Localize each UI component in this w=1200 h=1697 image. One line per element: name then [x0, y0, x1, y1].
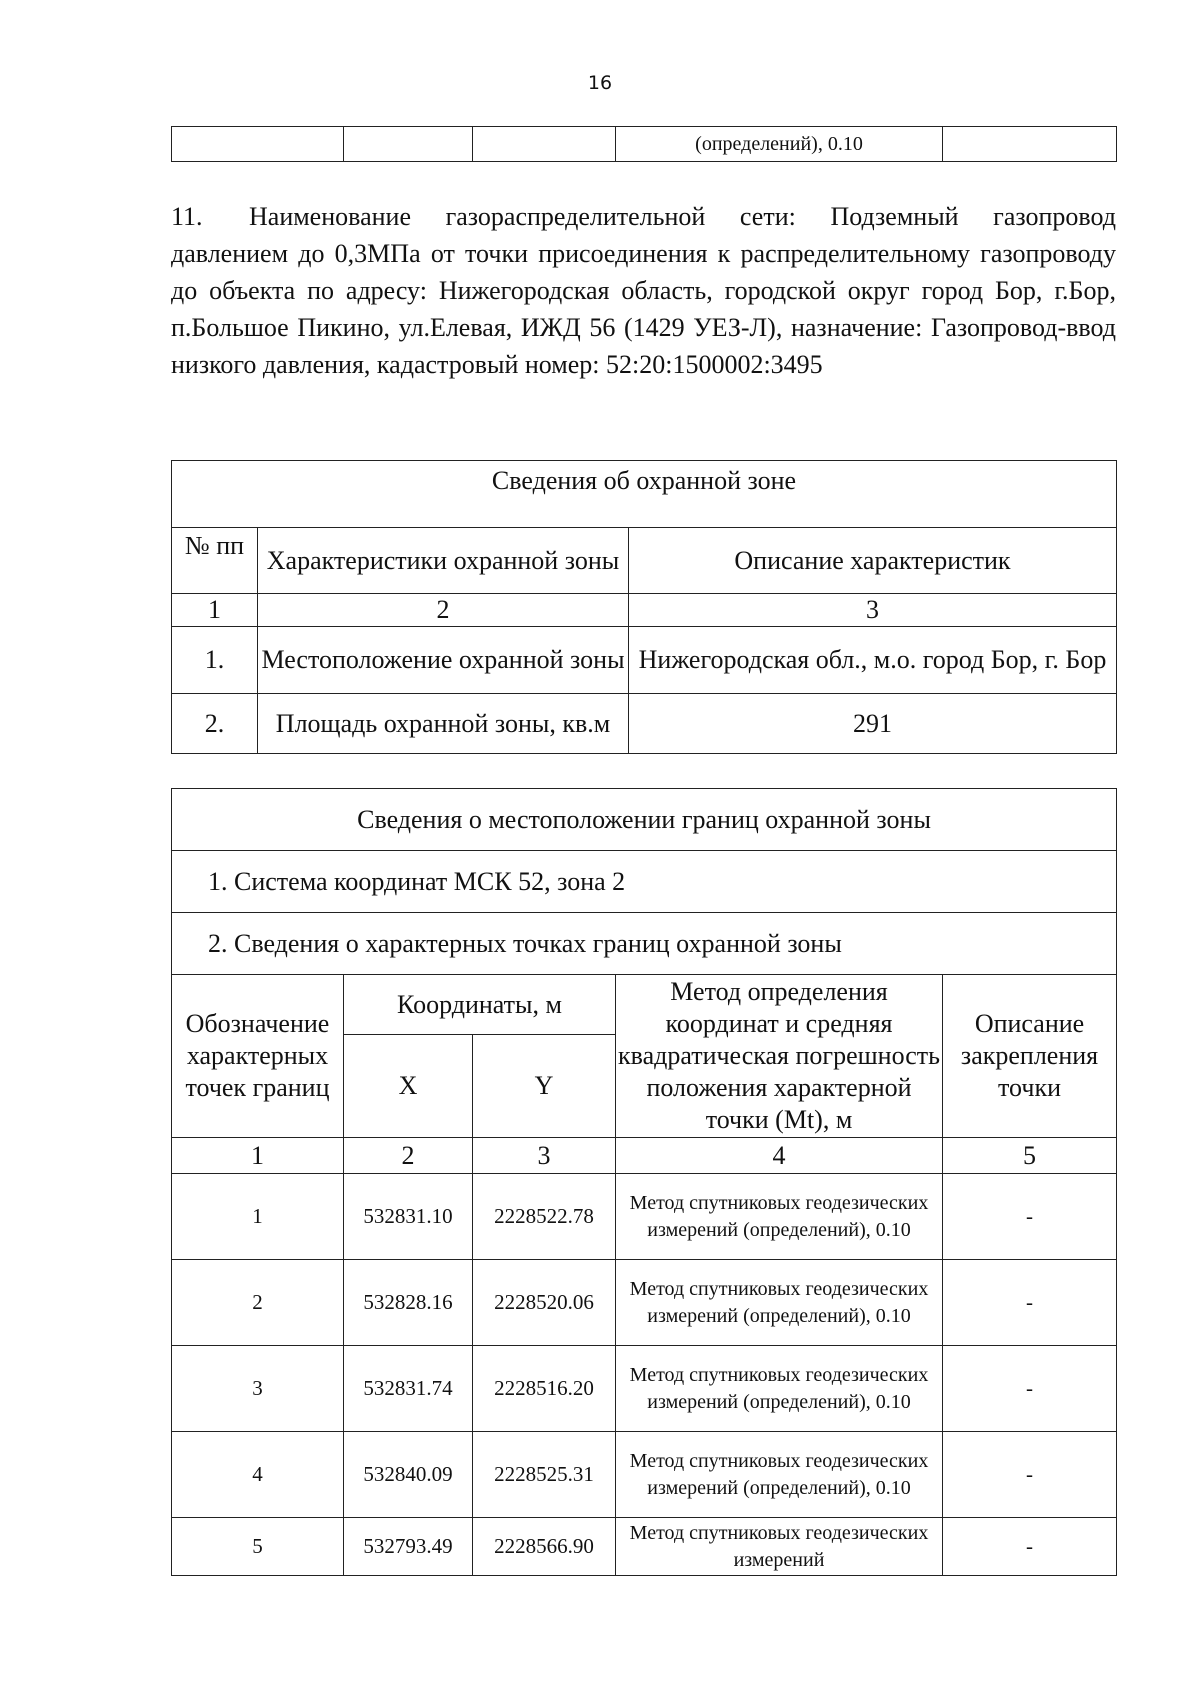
header-number: № пп: [172, 528, 258, 594]
point-x: 532828.16: [344, 1260, 473, 1346]
table-row: [172, 127, 1117, 162]
table-header-row: [172, 528, 1117, 594]
header-characteristic: Характеристики охранной зоны: [258, 528, 629, 594]
point-row: [172, 1174, 1117, 1260]
table-cell: [943, 127, 1117, 162]
point-y: 2228525.31: [473, 1432, 616, 1518]
point-x: 532831.74: [344, 1346, 473, 1432]
point-row: [172, 1432, 1117, 1518]
point-x: 532831.10: [344, 1174, 473, 1260]
table-row: [172, 694, 1117, 754]
header-x: X: [344, 1035, 473, 1138]
point-id: 4: [172, 1432, 344, 1518]
point-id: 2: [172, 1260, 344, 1346]
paragraph-text: Наименование газораспределительной сети: Подземный газопровод давлением до 0,3МПа от точки присоединения к распределительному газопроводу до объекта по адресу: Нижегородская область, городской округ город Бор, г.Бор, п.Большое Пикино, ул.Елевая, ИЖД 56 (1429 УЕЗ-Л), назначение: Газопровод-ввод низкого давления, кадастровый номер: 52:20:1500002:3495: [171, 202, 1116, 379]
characteristic-cell: Площадь охранной зоны, кв.м: [258, 694, 629, 754]
network-description: [171, 198, 1116, 383]
header-method: Метод определения координат и средняя квадратическая погрешность положения характерной точки (Mt), м: [616, 975, 943, 1138]
point-y: 2228566.90: [473, 1518, 616, 1576]
point-id: 1: [172, 1174, 344, 1260]
point-y: 2228516.20: [473, 1346, 616, 1432]
header-designation: Обозначение характерных точек границ: [172, 975, 344, 1138]
table-row: [172, 789, 1117, 851]
boundary-coordinates-table: [171, 788, 1117, 1576]
point-x: 532840.09: [344, 1432, 473, 1518]
point-method: Метод спутниковых геодезических измерений (определений), 0.10: [616, 1174, 943, 1260]
header-description: Описание характеристик: [629, 528, 1117, 594]
column-number: 3: [629, 594, 1117, 627]
point-x: 532793.49: [344, 1518, 473, 1576]
header-coordinates: Координаты, м: [344, 975, 616, 1035]
point-fixing: -: [943, 1518, 1117, 1576]
row-number: 1.: [172, 627, 258, 694]
protection-zone-table: [171, 460, 1117, 754]
numbering-row: [172, 594, 1117, 627]
point-fixing: -: [943, 1432, 1117, 1518]
column-number: 2: [344, 1138, 473, 1174]
header-y: Y: [473, 1035, 616, 1138]
point-method: Метод спутниковых геодезических измерений (определений), 0.10: [616, 1346, 943, 1432]
row-number: 2.: [172, 694, 258, 754]
method-cell: (определений), 0.10: [616, 127, 943, 162]
table-cell: [473, 127, 616, 162]
points-title: 2. Сведения о характерных точках границ охранной зоны: [172, 913, 1117, 975]
point-row: [172, 1346, 1117, 1432]
table-row: [172, 913, 1117, 975]
table-row: [172, 851, 1117, 913]
column-number: 3: [473, 1138, 616, 1174]
column-number: 1: [172, 594, 258, 627]
numbering-row: [172, 1138, 1117, 1174]
point-id: 5: [172, 1518, 344, 1576]
point-row: [172, 1260, 1117, 1346]
characteristic-cell: Местоположение охранной зоны: [258, 627, 629, 694]
description-cell: 291: [629, 694, 1117, 754]
point-fixing: -: [943, 1174, 1117, 1260]
column-number: 2: [258, 594, 629, 627]
page-number: 16: [587, 72, 613, 94]
zone-table-title: Сведения об охранной зоне: [172, 461, 1117, 528]
header-fixing: Описание закрепления точки: [943, 975, 1117, 1138]
description-cell: Нижегородская обл., м.о. город Бор, г. Бор: [629, 627, 1117, 694]
column-number: 4: [616, 1138, 943, 1174]
point-method: Метод спутниковых геодезических измерений (определений), 0.10: [616, 1260, 943, 1346]
point-id: 3: [172, 1346, 344, 1432]
table-header-row: [172, 975, 1117, 1035]
table-row: [172, 627, 1117, 694]
point-method: Метод спутниковых геодезических измерений: [616, 1518, 943, 1576]
coordinate-system: 1. Система координат МСК 52, зона 2: [172, 851, 1117, 913]
coord-table-title: Сведения о местоположении границ охранной зоны: [172, 789, 1117, 851]
point-fixing: -: [943, 1346, 1117, 1432]
table-cell: [172, 127, 344, 162]
point-fixing: -: [943, 1260, 1117, 1346]
column-number: 1: [172, 1138, 344, 1174]
point-y: 2228522.78: [473, 1174, 616, 1260]
point-y: 2228520.06: [473, 1260, 616, 1346]
table-row: [172, 461, 1117, 528]
column-number: 5: [943, 1138, 1117, 1174]
paragraph-number: 11.: [171, 202, 203, 231]
point-method: Метод спутниковых геодезических измерений (определений), 0.10: [616, 1432, 943, 1518]
point-row: [172, 1518, 1117, 1576]
table-cell: [344, 127, 473, 162]
continuation-table: [171, 126, 1117, 162]
